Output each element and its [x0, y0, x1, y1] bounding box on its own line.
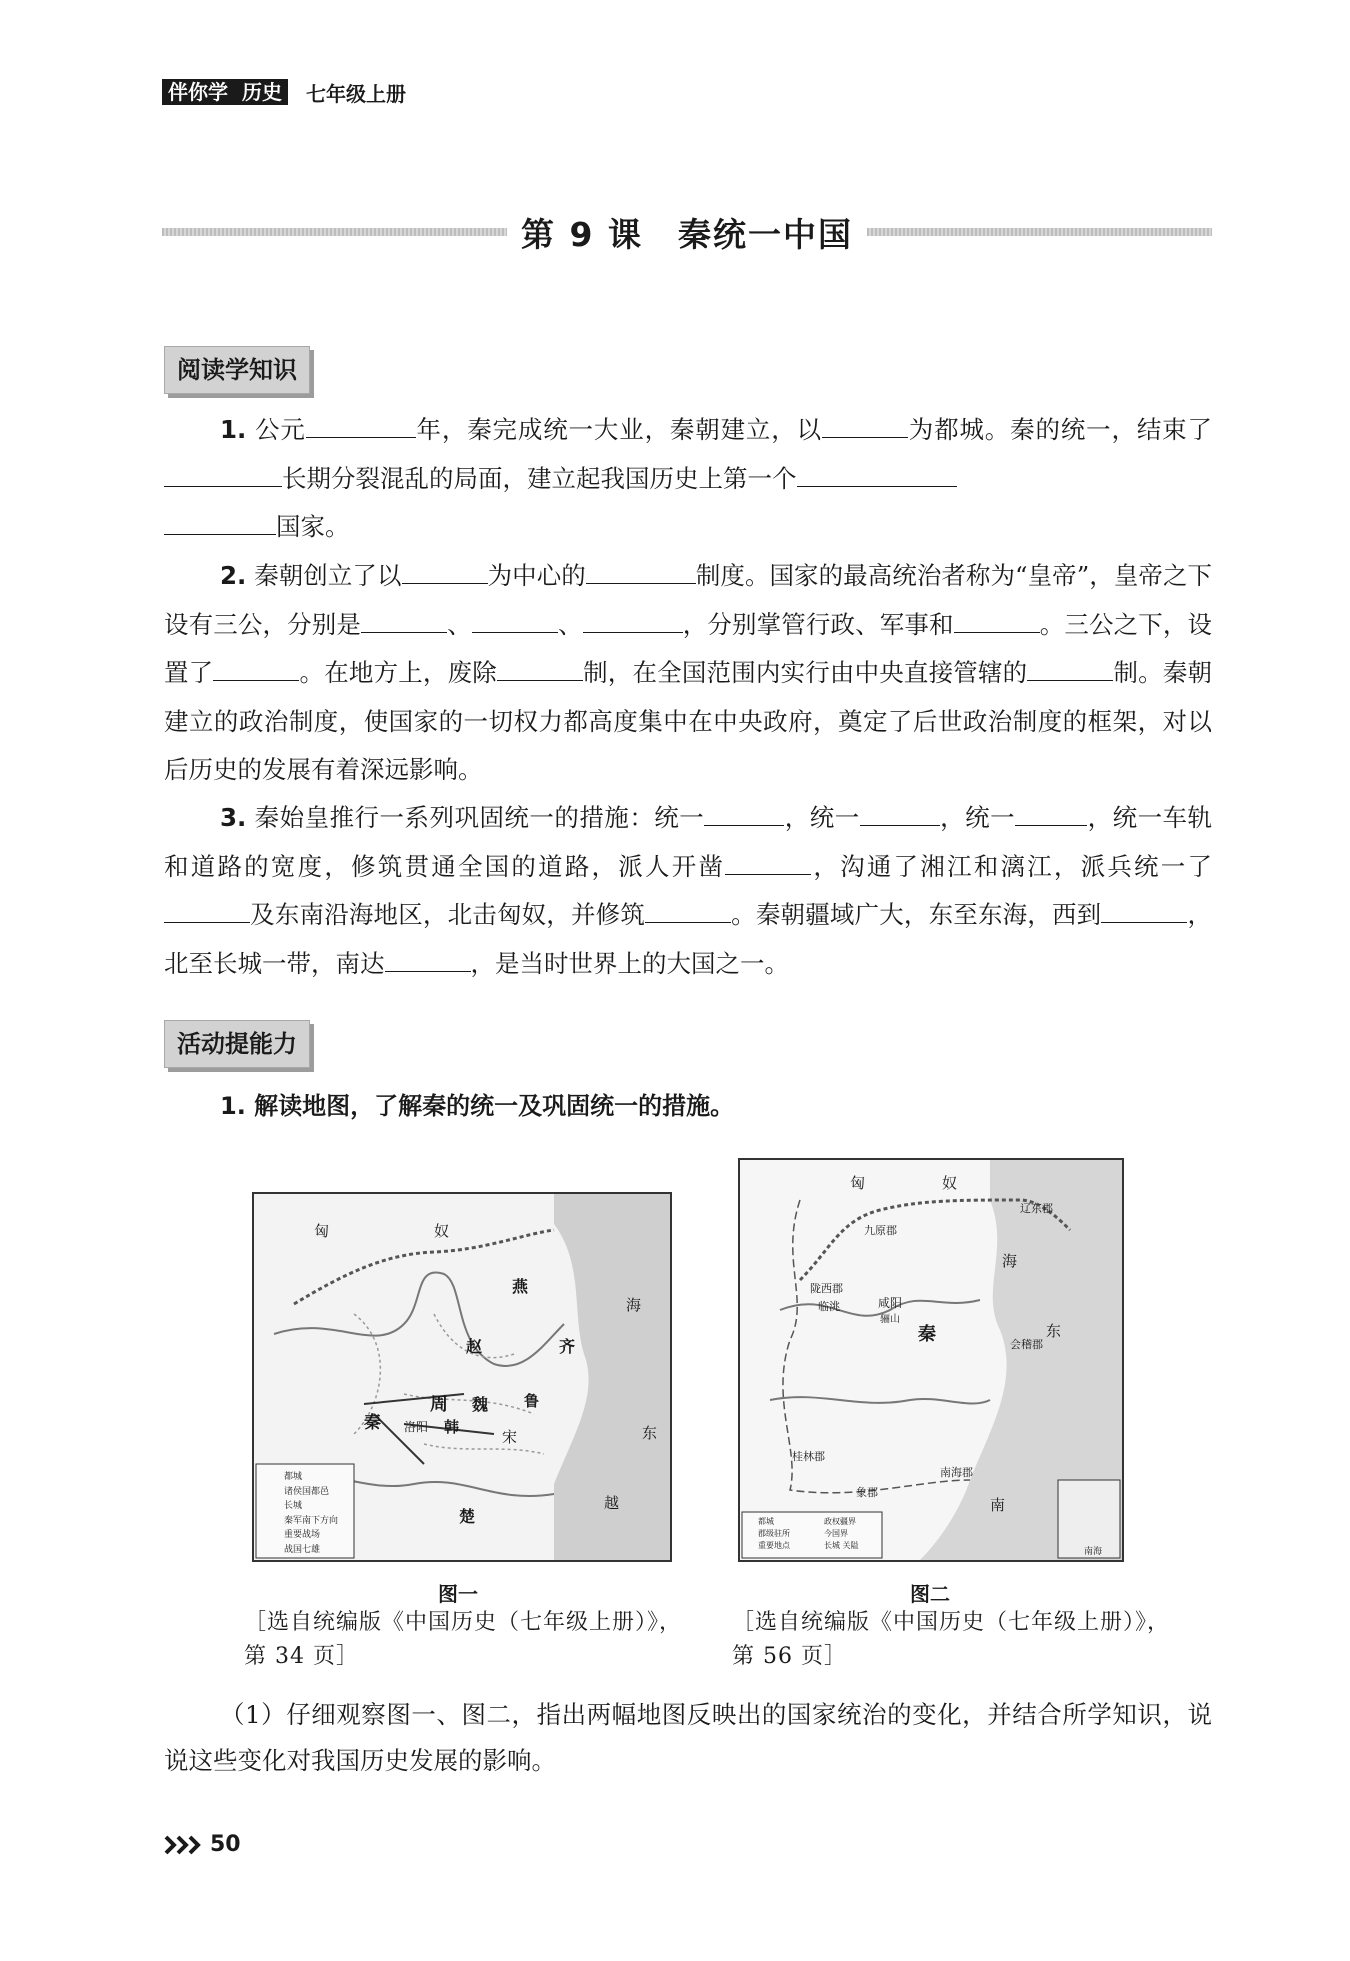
- fill-blank[interactable]: [822, 415, 908, 438]
- map-2-label: 辽东郡: [1020, 1202, 1053, 1215]
- map-2-label: 临洮: [818, 1300, 840, 1313]
- map-figure-2: [738, 1158, 1124, 1562]
- map-2-label: 南海郡: [940, 1466, 973, 1479]
- text: 制。秦朝建立的政治制度，使国家的一切权力都高度集中在中央政府，奠定了后世政治制度的框架，对以后历史的发展有着深远影响。: [164, 658, 1213, 785]
- lesson-title: 第 9 课 秦统一中国: [521, 214, 853, 254]
- text: 。秦朝疆域广大，东至东海，西到: [731, 900, 1102, 930]
- book-name: 伴你学: [168, 80, 228, 104]
- text: 秦始皇推行一系列巩固统一的措施：统一: [254, 803, 705, 832]
- map-1-label: 鲁: [524, 1392, 540, 1410]
- map-1-legend: [262, 1470, 338, 1557]
- map-1-label: 韩: [444, 1418, 460, 1436]
- title-rule-right: [867, 228, 1212, 236]
- map-1-label: 魏: [472, 1395, 489, 1414]
- fill-blank[interactable]: [306, 415, 416, 438]
- map-2-label: 海: [1002, 1252, 1018, 1270]
- legend-item: 都城: [758, 1517, 774, 1526]
- text: ，统一: [939, 803, 1016, 832]
- fill-blank[interactable]: [860, 803, 940, 826]
- text: 公元: [255, 415, 306, 444]
- text: 及东南沿海地区，北击匈奴，并修筑: [250, 900, 645, 930]
- title-rule-left: [162, 228, 507, 236]
- text: 。三公之下，设置了: [164, 609, 1213, 688]
- map-2-label: 奴: [942, 1174, 958, 1192]
- fill-blank[interactable]: [1015, 803, 1087, 826]
- text: ，是当时世界上的大国之一。: [470, 948, 789, 978]
- text: 制，在全国范围内实行由中央直接管辖的: [582, 658, 1028, 688]
- map-1-label: 宋: [502, 1428, 518, 1446]
- inset-label: 南海: [1084, 1547, 1103, 1557]
- map-2-label: 桂林郡: [792, 1450, 825, 1463]
- legend-item: 郡级驻所: [758, 1529, 790, 1538]
- map-2-legend: [746, 1516, 876, 1552]
- fill-blank[interactable]: [497, 658, 583, 681]
- grade-label: 七年级上册: [306, 81, 406, 106]
- fill-blank[interactable]: [164, 512, 276, 535]
- map-2-graphic: [740, 1160, 1122, 1560]
- map-1-label: 赵: [466, 1337, 483, 1356]
- section-activity: 活动提能力: [164, 1020, 310, 1068]
- text: 国家。: [276, 512, 350, 542]
- legend-item: [806, 1540, 876, 1552]
- text: ，沟通了湘江和漓江，派兵统一了: [811, 851, 1213, 881]
- map-1-label: 秦: [364, 1413, 381, 1433]
- fill-blank[interactable]: [164, 900, 250, 923]
- text: ，统一车轨和道路的宽度，修筑贯通全国的道路，派人开凿: [164, 803, 1213, 881]
- map-1-label: 东: [642, 1424, 658, 1442]
- fill-blank[interactable]: [725, 852, 811, 875]
- fill-blank[interactable]: [213, 658, 299, 681]
- sub-question-number: （1）: [220, 1700, 287, 1729]
- chevrons-icon: [164, 1834, 206, 1856]
- question-number: 1.: [220, 415, 247, 444]
- subject-name: 历史: [242, 80, 282, 104]
- figure-2-caption: 图二: [910, 1582, 950, 1606]
- legend-item: 秦军南下方向: [284, 1515, 339, 1526]
- map-1-label: 楚: [459, 1507, 476, 1526]
- text: 。在地方上，废除: [299, 658, 497, 688]
- sub-question-1: [164, 1692, 1212, 1784]
- legend-item: 今国界: [824, 1529, 848, 1538]
- text: 、: [557, 609, 583, 639]
- legend-item: 战国七雄: [284, 1544, 321, 1555]
- text: ，北至长城一带，南达: [164, 900, 1213, 978]
- fill-blank[interactable]: [704, 803, 784, 826]
- fill-blank[interactable]: [797, 464, 957, 487]
- legend-item: 关隘: [842, 1541, 859, 1550]
- fill-blank[interactable]: [472, 610, 558, 633]
- map-1-label: 燕: [512, 1277, 529, 1296]
- lesson-title-row: [162, 210, 1212, 254]
- map-2-label: 骊山: [880, 1314, 900, 1325]
- map-1-label: 匈: [314, 1222, 330, 1240]
- map-2-label: 九原郡: [864, 1224, 897, 1237]
- sub-question-text: 仔细观察图一、图二，指出两幅地图反映出的国家统治的变化，并结合所学知识，说说这些变化对我国历史发展的影响。: [164, 1700, 1212, 1775]
- text: ，统一: [784, 803, 860, 832]
- figure-1-caption: 图一: [438, 1582, 478, 1606]
- question-number: 2.: [220, 561, 247, 590]
- figure-1-source: ［选自统编版《中国历史（七年级上册）》，第 34 页］: [244, 1610, 683, 1669]
- question-number: 3.: [220, 803, 247, 832]
- text: ，分别掌管行政、军事和: [682, 609, 954, 639]
- map-2-label: 会稽郡: [1010, 1338, 1043, 1351]
- text: 长期分裂混乱的局面，建立起我国历史上第一个: [282, 463, 797, 493]
- legend-item: 重要战场: [284, 1530, 321, 1540]
- fill-blank[interactable]: [402, 561, 488, 584]
- fill-blank[interactable]: [164, 464, 282, 487]
- text: 为都城。秦的统一，结束了: [907, 415, 1213, 444]
- legend-item: 长城: [824, 1541, 840, 1550]
- fill-blank[interactable]: [954, 610, 1040, 633]
- page-header: [162, 78, 406, 106]
- legend-item: 长城: [284, 1501, 303, 1511]
- activity-question: 1. 解读地图，了解秦的统一及巩固统一的措施。: [220, 1092, 735, 1120]
- legend-item: 重要地点: [758, 1541, 790, 1550]
- text: 秦朝创立了以: [254, 561, 402, 590]
- legend-item: 都城: [284, 1472, 303, 1482]
- fill-blank[interactable]: [361, 610, 447, 633]
- page-number: 50: [210, 1832, 241, 1857]
- page-footer: [164, 1832, 241, 1857]
- map-2-label: 秦: [918, 1324, 936, 1345]
- book-badge: [162, 79, 288, 105]
- map-2-label: 陇西郡: [810, 1282, 843, 1295]
- fill-blank[interactable]: [583, 610, 683, 633]
- question-1: [164, 406, 1212, 552]
- map-1-label: 洛阳: [404, 1420, 429, 1434]
- map-1-label: 齐: [559, 1337, 576, 1356]
- text: 年，秦完成统一大业，秦朝建立，以: [415, 415, 822, 444]
- figure-2-source: ［选自统编版《中国历史（七年级上册）》，第 56 页］: [732, 1610, 1171, 1669]
- map-2-label: 匈: [850, 1174, 866, 1192]
- map-2-label: 东: [1046, 1322, 1062, 1340]
- text: 为中心的: [487, 561, 586, 590]
- legend-item: 诸侯国都邑: [284, 1486, 330, 1497]
- text: 、: [447, 609, 472, 639]
- fill-blank[interactable]: [385, 949, 471, 972]
- fill-blank[interactable]: [645, 900, 731, 923]
- question-2: [164, 552, 1212, 795]
- fill-blank[interactable]: [1101, 900, 1187, 923]
- map-2-label: 象郡: [856, 1486, 878, 1499]
- map-1-label: 奴: [434, 1222, 450, 1240]
- text: 制度。国家的最高统治者称为“皇帝”，皇帝之下设有三公，分别是: [164, 561, 1212, 639]
- fill-blank[interactable]: [1027, 658, 1113, 681]
- map-1-label: 海: [626, 1296, 642, 1314]
- fill-blank[interactable]: [586, 561, 696, 584]
- section-reading: 阅读学知识: [164, 346, 310, 394]
- map-figure-1: [252, 1192, 672, 1562]
- legend-item: 政权疆界: [824, 1517, 856, 1526]
- map-1-label: 周: [430, 1394, 448, 1415]
- yangtze-river-line: [770, 1397, 990, 1403]
- map-2-label: 南: [990, 1496, 1006, 1514]
- map-1-label: 越: [604, 1494, 620, 1512]
- question-3: [164, 794, 1212, 988]
- map-2-label: 咸阳: [878, 1296, 903, 1310]
